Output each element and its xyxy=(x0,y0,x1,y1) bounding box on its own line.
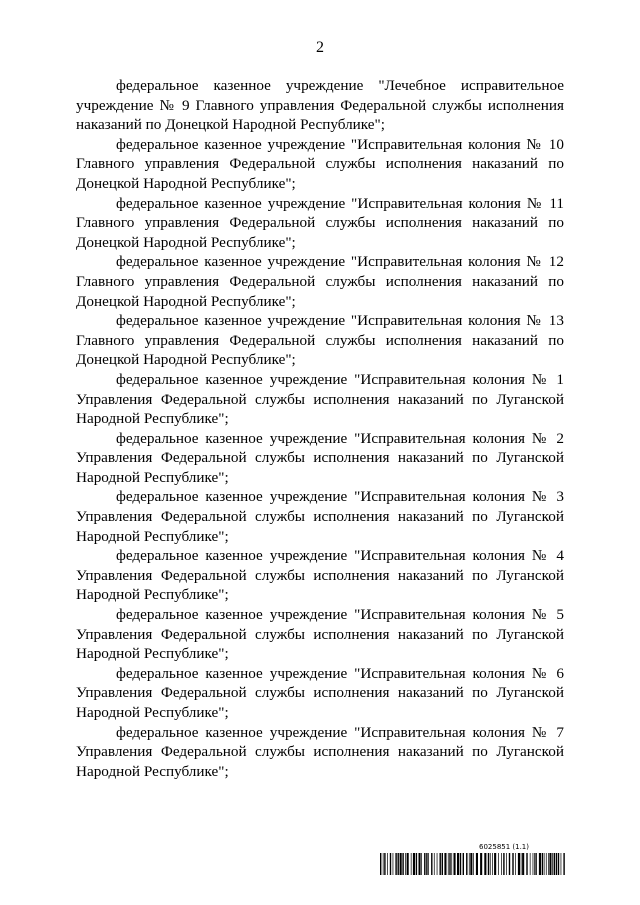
barcode-bar xyxy=(484,853,486,875)
paragraph-ik-1-lnr: федеральное казенное учреждение "Исправительная колония № 1 Управления Федеральной службы исполнения наказаний по Луганской Народной Республике"; xyxy=(76,370,564,428)
barcode-bar xyxy=(533,853,534,875)
barcode-bar xyxy=(440,853,441,875)
barcode-bar xyxy=(549,853,551,875)
barcode-bar xyxy=(490,853,491,875)
barcode-bar xyxy=(437,853,438,875)
barcode-bar xyxy=(398,853,399,875)
barcode-bar xyxy=(449,853,450,875)
barcode-bar xyxy=(556,853,557,875)
barcode-bar xyxy=(563,853,564,875)
paragraph-ik-5-lnr: федеральное казенное учреждение "Исправительная колония № 5 Управления Федеральной службы исполнения наказаний по Луганской Народной Республике"; xyxy=(76,606,564,663)
barcode-bar xyxy=(522,853,524,875)
paragraph-ik-12-dnr: федеральное казенное учреждение "Исправительная колония № 12 Главного управления Федеральной службы исполнения наказаний по Донецкой Народной Республике"; xyxy=(76,253,564,310)
paragraph-ik-2-lnr: федеральное казенное учреждение "Исправительная колония № 2 Управления Федеральной службы исполнения наказаний по Луганской Народной Республике"; xyxy=(76,429,564,486)
barcode-bar xyxy=(434,853,435,875)
barcode-bar xyxy=(444,853,446,875)
barcode-bar xyxy=(413,853,415,875)
paragraph-ik-13-dnr: федеральное казенное учреждение "Исправительная колония № 13 Главного управления Федеральной службы исполнения наказаний по Донецкой Народной Республике"; xyxy=(76,312,564,369)
barcode-bar xyxy=(402,853,403,875)
barcode-bar xyxy=(539,853,541,875)
barcode-bar xyxy=(470,853,472,875)
paragraph-ik-6-lnr: федеральное казенное учреждение "Исправительная колония № 6 Управления Федеральной службы исполнения наказаний по Луганской Народной Республике"; xyxy=(76,664,564,721)
barcode-bar xyxy=(476,853,478,875)
barcode-bar xyxy=(515,853,516,875)
barcode-bar xyxy=(421,853,422,875)
barcode-bar xyxy=(558,853,559,875)
barcode-bar xyxy=(530,853,531,875)
barcode-bar xyxy=(544,853,545,875)
barcode-label: 6025851 (1.1) xyxy=(479,843,529,851)
paragraph-ik-10-dnr: федеральное казенное учреждение "Исправительная колония № 10 Главного управления Федеральной службы исполнения наказаний по Донецкой Народной Республике"; xyxy=(76,135,564,192)
barcode-bar xyxy=(546,853,547,875)
barcode-block xyxy=(380,843,565,877)
barcode-bar xyxy=(419,853,421,875)
barcode-bar xyxy=(428,853,429,875)
page-number: 2 xyxy=(316,39,324,56)
barcode-bar xyxy=(463,853,464,875)
barcode-bar xyxy=(534,853,535,875)
barcode-bar xyxy=(431,853,432,875)
barcode-bar xyxy=(400,853,402,875)
barcode-bar xyxy=(480,853,482,875)
barcode-image xyxy=(380,853,565,875)
barcode-bar xyxy=(518,853,520,875)
barcode-bar xyxy=(451,853,452,875)
barcode-bar xyxy=(380,853,381,875)
paragraph-ik-4-lnr: федеральное казенное учреждение "Исправительная колония № 4 Управления Федеральной службы исполнения наказаний по Луганской Народной Республике"; xyxy=(76,547,564,604)
barcode-bar xyxy=(552,853,553,875)
barcode-bar xyxy=(411,853,412,875)
barcode-bar xyxy=(407,853,409,875)
paragraph-lechebnoe-9: федеральное казенное учреждение "Лечебное исправительное учреждение № 9 Главного управления Федеральной службы исполнения наказаний по Донецкой Народной Республике"; xyxy=(76,77,564,134)
barcode-bar xyxy=(387,853,388,875)
barcode-bar xyxy=(460,853,461,875)
barcode-bar xyxy=(526,853,527,875)
barcode-bar xyxy=(561,853,562,875)
barcode-bar xyxy=(501,853,502,875)
barcode-bar xyxy=(492,853,493,875)
barcode-bar xyxy=(521,853,522,875)
barcode-bar xyxy=(512,853,513,875)
barcode-bar xyxy=(503,853,504,875)
barcode-bar xyxy=(469,853,470,875)
barcode-bar xyxy=(416,853,417,875)
barcode-bar xyxy=(454,853,456,875)
barcode-bar xyxy=(473,853,474,875)
barcode-bar xyxy=(554,853,555,875)
barcode-bar xyxy=(535,853,536,875)
barcode-bar xyxy=(494,853,496,875)
barcode-bar xyxy=(457,853,459,875)
barcode-bar xyxy=(466,853,467,875)
barcode-bar xyxy=(424,853,425,875)
paragraph-ik-11-dnr: федеральное казенное учреждение "Исправительная колония № 11 Главного управления Федеральной службы исполнения наказаний по Донецкой Народной Республике"; xyxy=(76,194,564,251)
barcode-bar xyxy=(426,853,427,875)
barcode-bar xyxy=(395,853,396,875)
paragraph-ik-7-lnr: федеральное казенное учреждение "Исправительная колония № 7 Управления Федеральной службы исполнения наказаний по Луганской Народной Республике"; xyxy=(76,723,564,780)
barcode-bar xyxy=(542,853,543,875)
barcode-bar xyxy=(383,853,384,875)
barcode-bar xyxy=(384,853,385,875)
barcode-bar xyxy=(488,853,489,875)
barcode-bar xyxy=(393,853,394,875)
document-body xyxy=(76,76,564,781)
barcode-bar xyxy=(498,853,499,875)
barcode-bar xyxy=(509,853,510,875)
barcode-bar xyxy=(506,853,507,875)
barcode-bar xyxy=(405,853,406,875)
barcode-bar xyxy=(390,853,391,875)
barcode-bar xyxy=(442,853,443,875)
barcode-bar xyxy=(548,853,549,875)
paragraph-ik-3-lnr: федеральное казенное учреждение "Исправительная колония № 3 Управления Федеральной службы исполнения наказаний по Луганской Народной Республике"; xyxy=(76,488,564,545)
barcode-bar xyxy=(448,853,449,875)
